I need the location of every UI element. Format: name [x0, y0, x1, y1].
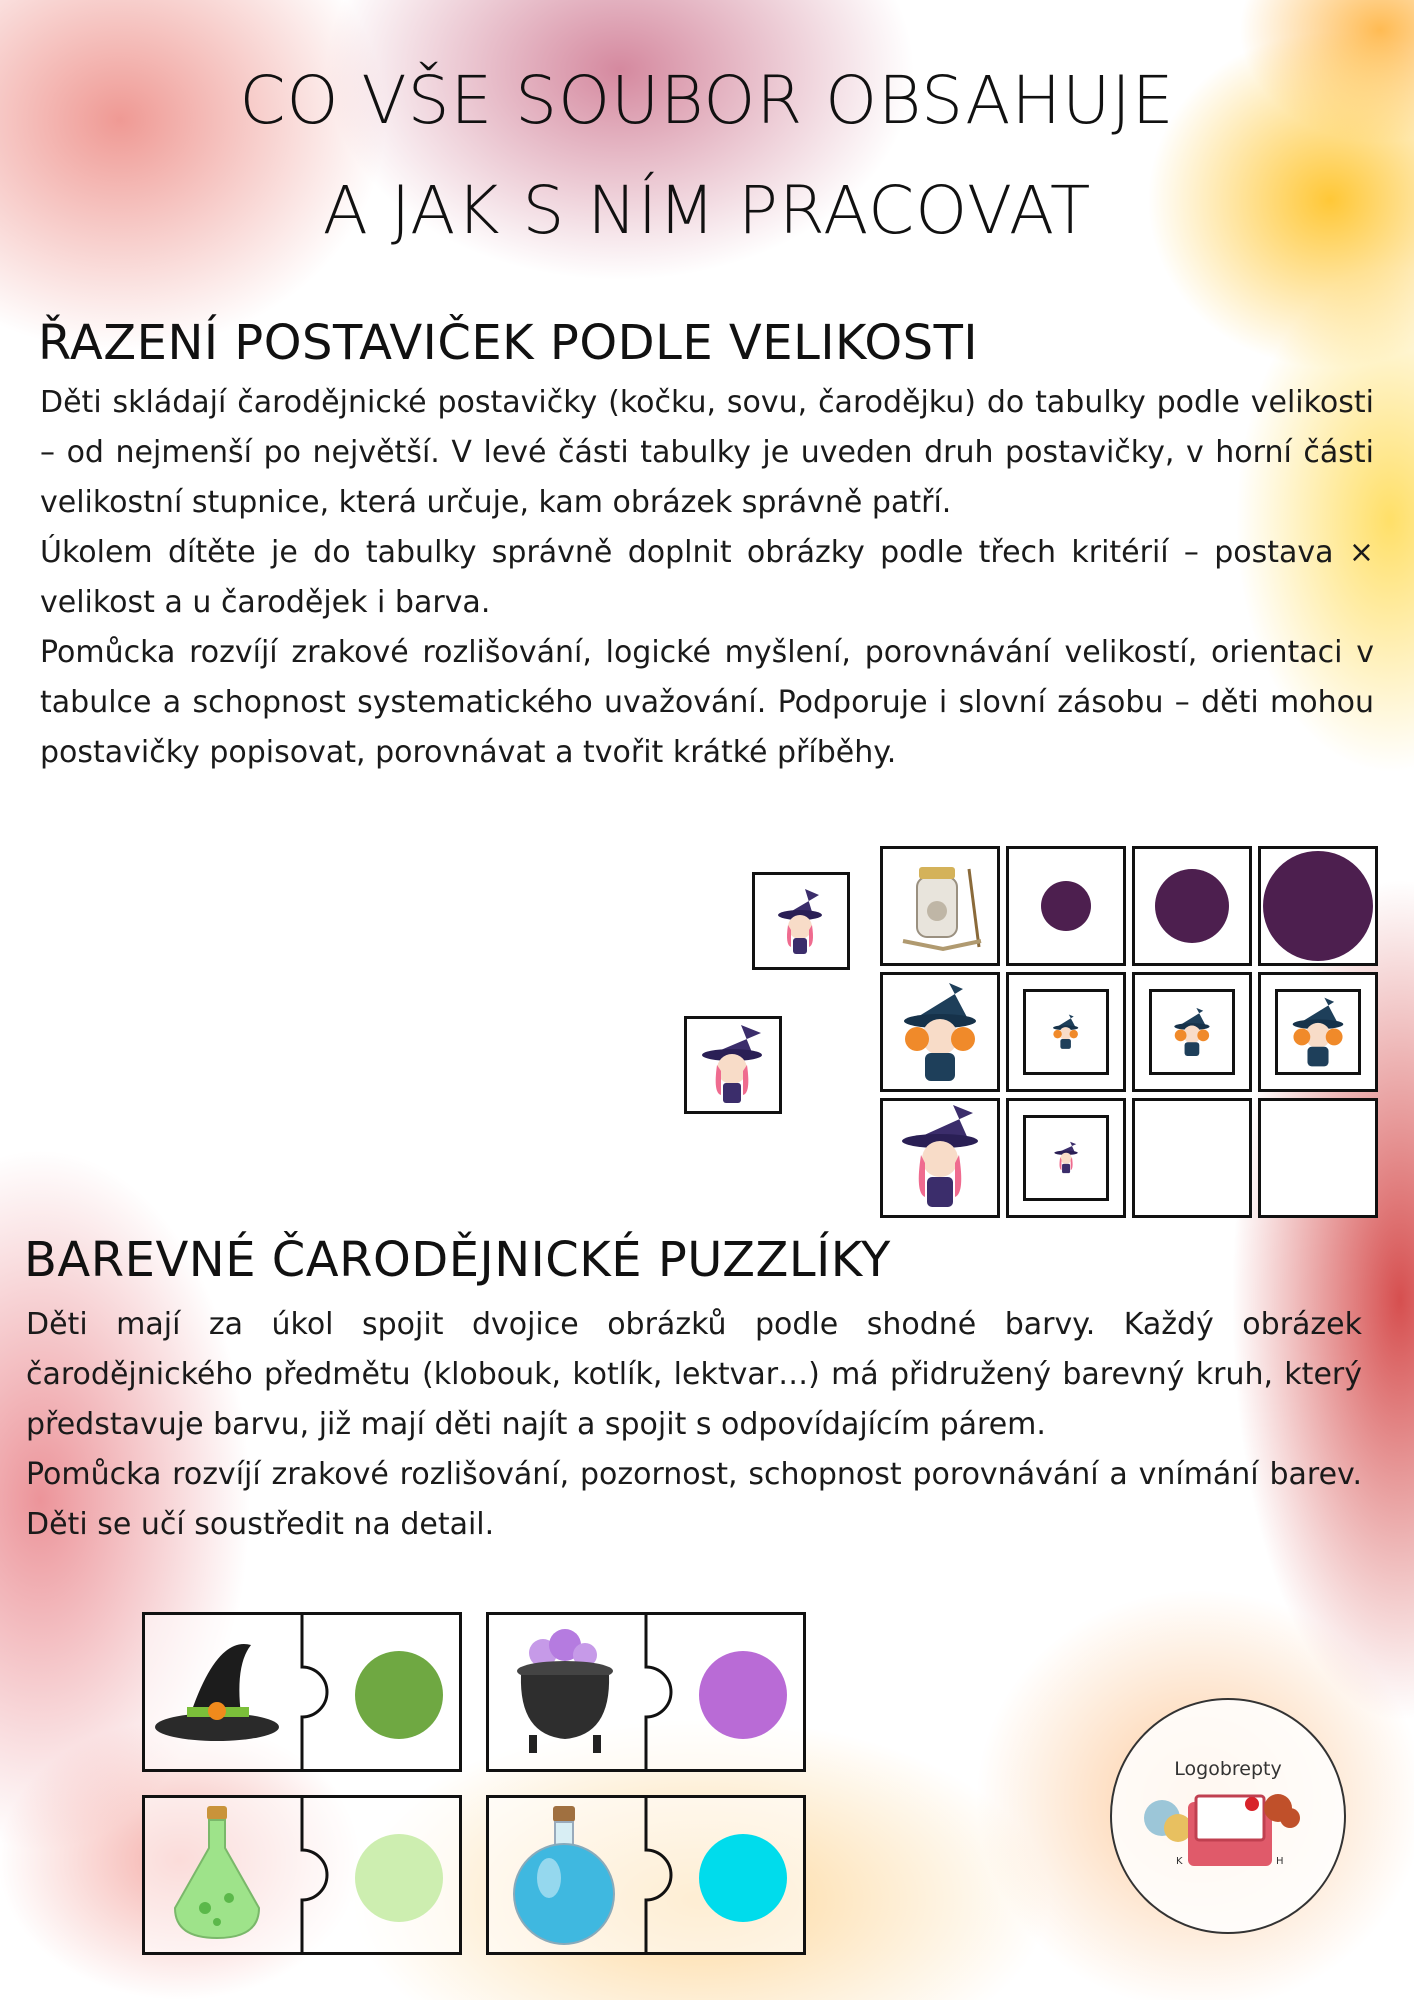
table-header-witch-orange: [880, 972, 1000, 1092]
puzzle-pair-cauldron[interactable]: [486, 1612, 806, 1772]
placed-card: [1149, 989, 1235, 1075]
placed-card: [1275, 989, 1361, 1075]
slot-orange-large[interactable]: [1258, 972, 1378, 1092]
slot-pink-medium[interactable]: [1132, 1098, 1252, 1218]
pink-witch-icon: [883, 1101, 997, 1215]
puzzle-pair-witch-hat[interactable]: [142, 1612, 462, 1772]
slot-orange-medium[interactable]: [1132, 972, 1252, 1092]
page-title-line-2: A JAK S NÍM PRACOVAT: [322, 172, 1092, 249]
color-circle-purple: [699, 1651, 787, 1739]
orange-witch-icon: [1152, 992, 1232, 1072]
jar-icon: [883, 849, 997, 963]
slot-pink-small[interactable]: [1006, 1098, 1126, 1218]
logobrepty-logo: [1110, 1698, 1346, 1934]
page-title-line-1: CO VŠE SOUBOR OBSAHUJE: [239, 62, 1175, 139]
cauldron-icon: [517, 1629, 613, 1753]
section-heading-puzzles: BAREVNÉ ČARODĚJNICKÉ PUZZLÍKY: [24, 1232, 891, 1288]
slot-pink-large[interactable]: [1258, 1098, 1378, 1218]
section-puzzles-text: [26, 1300, 1362, 1550]
size-dot-large: [1263, 851, 1373, 961]
orange-witch-icon: [1026, 992, 1106, 1072]
blue-potion-icon: [514, 1806, 614, 1944]
color-circle-light-green: [355, 1834, 443, 1922]
paragraph: Pomůcka rozvíjí zrakové rozlišování, logické myšlení, porovnávání velikostí, orientaci v tabulce a schopnost systematického uvažování. Podporuje i slovní zásobu – děti mohou postavičky popisovat, porovnávat a tvořit krátké příběhy.: [40, 635, 1374, 770]
logo-letter-k: K: [1176, 1856, 1183, 1867]
pink-witch-icon: [755, 875, 847, 967]
placed-card: [1023, 989, 1109, 1075]
orange-witch-icon: [883, 975, 997, 1089]
paragraph: Děti skládají čarodějnické postavičky (kočku, sovu, čarodějku) do tabulky podle velikosti – od nejmenší po největší. V levé části tabulky je uveden druh postavičky, v horní části velikostní stupnice, která určuje, kam obrázek správně patří.: [40, 385, 1374, 520]
logo-letter-h: H: [1276, 1856, 1284, 1867]
color-circle-green: [355, 1651, 443, 1739]
size-header-medium: [1132, 846, 1252, 966]
color-circle-cyan: [699, 1834, 787, 1922]
green-potion-icon: [175, 1806, 259, 1938]
size-header-large: [1258, 846, 1378, 966]
table-header-witch-pink: [880, 1098, 1000, 1218]
orange-witch-icon: [1278, 992, 1358, 1072]
logo-name: Logobrepty: [1174, 1758, 1282, 1780]
suitcase-icon: [1112, 1700, 1344, 1932]
size-dot-medium: [1155, 869, 1229, 943]
puzzle-pair-blue-potion[interactable]: [486, 1795, 806, 1955]
section-heading-sorting: ŘAZENÍ POSTAVIČEK PODLE VELIKOSTI: [38, 315, 979, 371]
slot-orange-small[interactable]: [1006, 972, 1126, 1092]
witch-hat-icon: [155, 1644, 279, 1741]
pink-witch-icon: [1026, 1118, 1106, 1198]
size-dot-small: [1041, 881, 1091, 931]
pink-witch-icon: [687, 1019, 779, 1111]
placed-card: [1023, 1115, 1109, 1201]
paragraph: Děti mají za úkol spojit dvojice obrázků podle shodné barvy. Každý obrázek čarodějnického předmětu (klobouk, kotlík, lektvar…) má přidružený barevný kruh, který představuje barvu, již mají děti najít a spojit s odpovídajícím párem.: [26, 1307, 1362, 1442]
witch-card-small[interactable]: [752, 872, 850, 970]
section-sorting-text: [40, 378, 1374, 778]
puzzle-pair-green-potion[interactable]: [142, 1795, 462, 1955]
size-header-small: [1006, 846, 1126, 966]
table-header-jar: [880, 846, 1000, 966]
paragraph: Úkolem dítěte je do tabulky správně doplnit obrázky podle třech kritérií – postava × velikost a u čarodějek i barva.: [40, 535, 1374, 620]
witch-card-medium[interactable]: [684, 1016, 782, 1114]
paragraph: Pomůcka rozvíjí zrakové rozlišování, pozornost, schopnost porovnávání a vnímání barev. Děti se učí soustředit na detail.: [26, 1457, 1362, 1542]
